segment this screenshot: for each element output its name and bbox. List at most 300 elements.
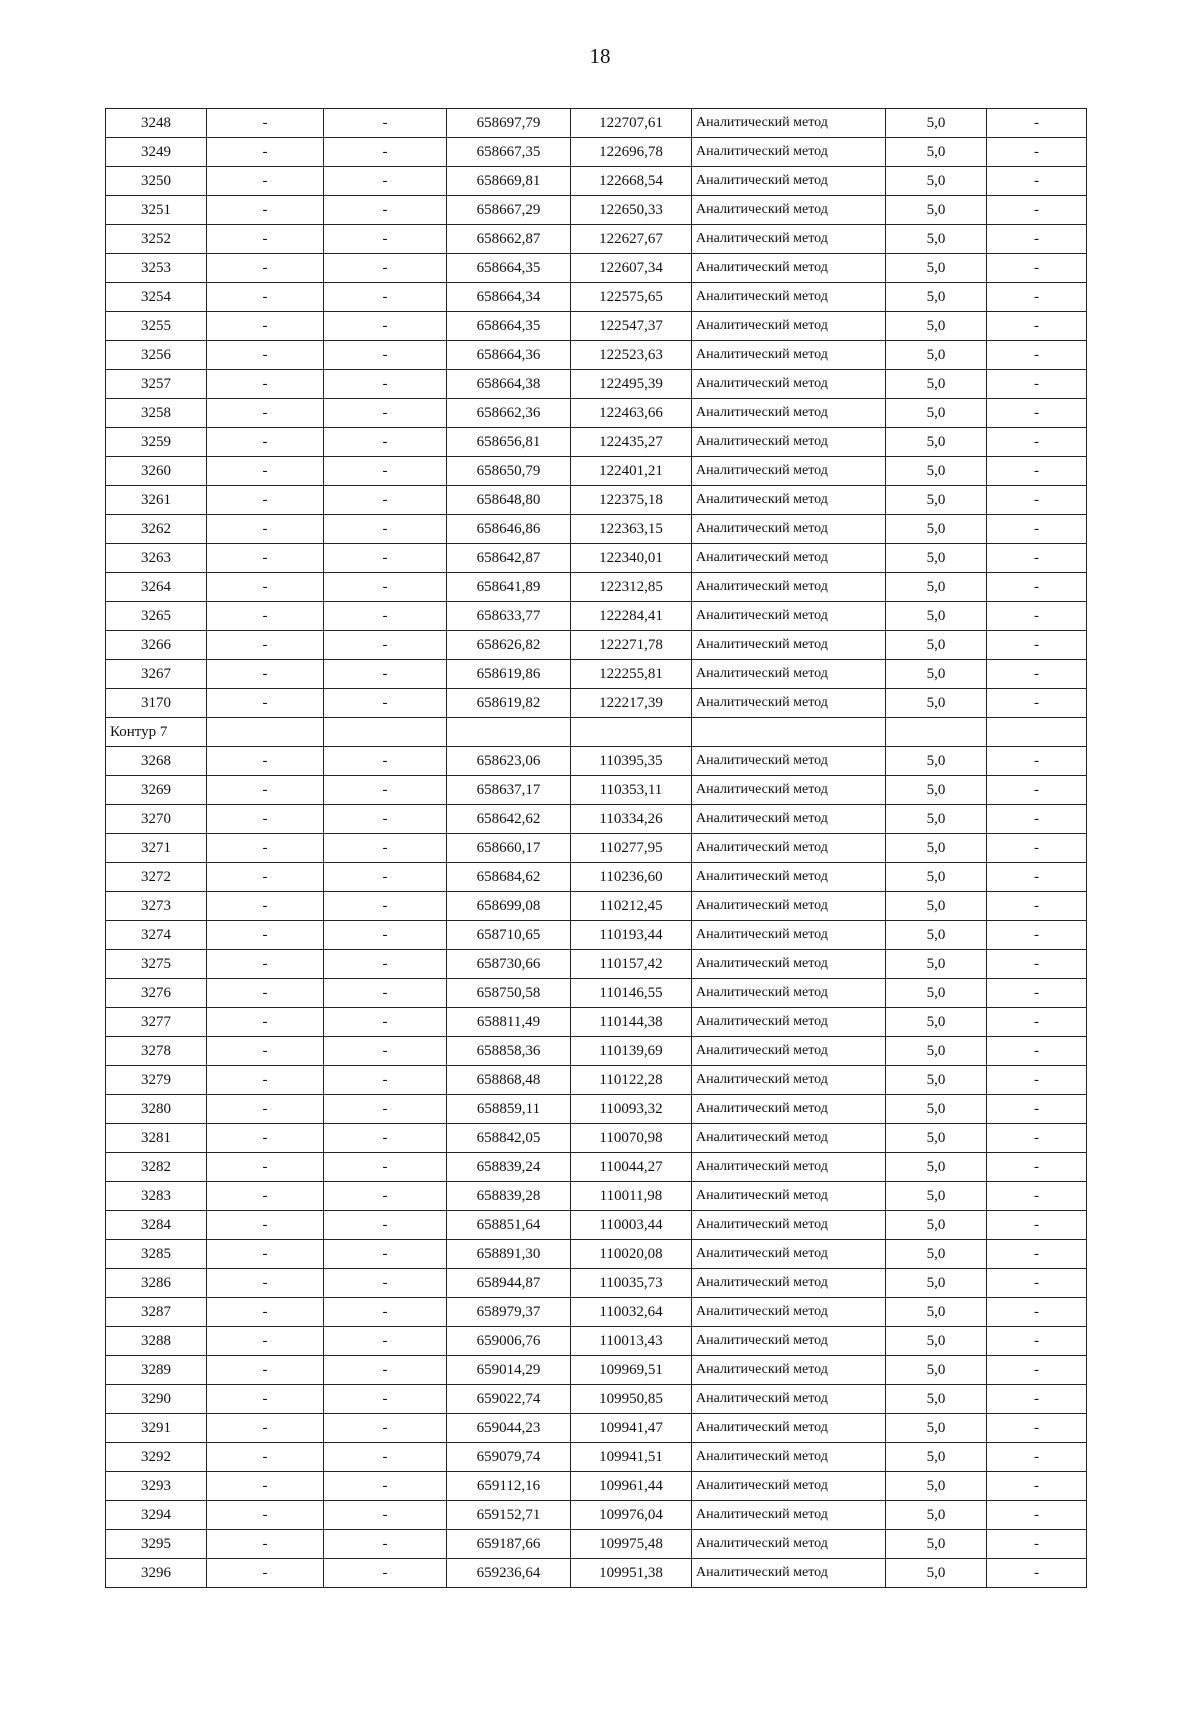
point-number-cell: 3292	[106, 1443, 207, 1472]
y-coordinate-cell: 110395,35	[571, 747, 692, 776]
x-coordinate-cell: 658642,87	[447, 544, 571, 573]
old-x-cell: -	[207, 979, 324, 1008]
y-coordinate-cell: 110139,69	[571, 1037, 692, 1066]
method-cell: Аналитический метод	[692, 457, 886, 486]
coordinates-table	[105, 108, 1087, 1588]
page-number: 18	[589, 44, 611, 68]
old-x-cell: -	[207, 1472, 324, 1501]
y-coordinate-cell: 122375,18	[571, 486, 692, 515]
description-cell: -	[987, 689, 1087, 718]
table-row	[106, 863, 1087, 892]
accuracy-cell: 5,0	[886, 1327, 987, 1356]
old-y-cell: -	[324, 1269, 447, 1298]
x-coordinate-cell: 659006,76	[447, 1327, 571, 1356]
old-y-cell: -	[324, 1327, 447, 1356]
accuracy-cell	[886, 718, 987, 747]
accuracy-cell: 5,0	[886, 776, 987, 805]
method-cell: Аналитический метод	[692, 515, 886, 544]
table-row	[106, 1037, 1087, 1066]
old-y-cell: -	[324, 486, 447, 515]
accuracy-cell: 5,0	[886, 805, 987, 834]
method-cell: Аналитический метод	[692, 1298, 886, 1327]
old-x-cell: -	[207, 602, 324, 631]
method-cell: Аналитический метод	[692, 1327, 886, 1356]
accuracy-cell: 5,0	[886, 341, 987, 370]
y-coordinate-cell: 109941,47	[571, 1414, 692, 1443]
table-row	[106, 312, 1087, 341]
old-x-cell: -	[207, 573, 324, 602]
description-cell: -	[987, 1037, 1087, 1066]
old-x-cell: -	[207, 283, 324, 312]
y-coordinate-cell: 109976,04	[571, 1501, 692, 1530]
method-cell: Аналитический метод	[692, 109, 886, 138]
accuracy-cell: 5,0	[886, 1356, 987, 1385]
old-x-cell: -	[207, 631, 324, 660]
y-coordinate-cell: 110193,44	[571, 921, 692, 950]
accuracy-cell: 5,0	[886, 1269, 987, 1298]
y-coordinate-cell: 122271,78	[571, 631, 692, 660]
description-cell: -	[987, 399, 1087, 428]
y-coordinate-cell: 109950,85	[571, 1385, 692, 1414]
y-coordinate-cell: 110003,44	[571, 1211, 692, 1240]
point-number-cell: 3277	[106, 1008, 207, 1037]
table-row	[106, 399, 1087, 428]
old-y-cell: -	[324, 428, 447, 457]
old-y-cell: -	[324, 979, 447, 1008]
description-cell: -	[987, 1327, 1087, 1356]
accuracy-cell: 5,0	[886, 283, 987, 312]
old-x-cell	[207, 718, 324, 747]
old-x-cell: -	[207, 1385, 324, 1414]
old-x-cell: -	[207, 1240, 324, 1269]
table-row	[106, 167, 1087, 196]
y-coordinate-cell: 110157,42	[571, 950, 692, 979]
accuracy-cell: 5,0	[886, 631, 987, 660]
point-number-cell: 3280	[106, 1095, 207, 1124]
table-row	[106, 892, 1087, 921]
old-x-cell: -	[207, 457, 324, 486]
description-cell: -	[987, 1501, 1087, 1530]
accuracy-cell: 5,0	[886, 1182, 987, 1211]
point-number-cell: 3248	[106, 109, 207, 138]
description-cell	[987, 718, 1087, 747]
method-cell: Аналитический метод	[692, 776, 886, 805]
x-coordinate-cell: 658623,06	[447, 747, 571, 776]
x-coordinate-cell: 658648,80	[447, 486, 571, 515]
x-coordinate-cell: 658868,48	[447, 1066, 571, 1095]
description-cell: -	[987, 1008, 1087, 1037]
table-row	[106, 1559, 1087, 1588]
table-row	[106, 1356, 1087, 1385]
method-cell: Аналитический метод	[692, 486, 886, 515]
old-x-cell: -	[207, 370, 324, 399]
point-number-cell: 3261	[106, 486, 207, 515]
description-cell: -	[987, 805, 1087, 834]
old-y-cell: -	[324, 544, 447, 573]
method-cell	[692, 718, 886, 747]
old-y-cell: -	[324, 1298, 447, 1327]
description-cell: -	[987, 370, 1087, 399]
description-cell: -	[987, 138, 1087, 167]
table-row	[106, 950, 1087, 979]
old-x-cell: -	[207, 1182, 324, 1211]
point-number-cell: 3263	[106, 544, 207, 573]
old-x-cell: -	[207, 1443, 324, 1472]
x-coordinate-cell	[447, 718, 571, 747]
old-y-cell: -	[324, 1530, 447, 1559]
y-coordinate-cell: 122363,15	[571, 515, 692, 544]
method-cell: Аналитический метод	[692, 1124, 886, 1153]
method-cell: Аналитический метод	[692, 921, 886, 950]
point-number-cell: 3275	[106, 950, 207, 979]
description-cell: -	[987, 834, 1087, 863]
old-x-cell: -	[207, 1327, 324, 1356]
description-cell: -	[987, 428, 1087, 457]
point-number-cell: 3249	[106, 138, 207, 167]
table-row	[106, 1211, 1087, 1240]
x-coordinate-cell: 658642,62	[447, 805, 571, 834]
description-cell: -	[987, 1530, 1087, 1559]
description-cell: -	[987, 341, 1087, 370]
method-cell: Аналитический метод	[692, 1095, 886, 1124]
old-x-cell: -	[207, 921, 324, 950]
point-number-cell: 3285	[106, 1240, 207, 1269]
method-cell: Аналитический метод	[692, 167, 886, 196]
old-x-cell: -	[207, 515, 324, 544]
x-coordinate-cell: 658944,87	[447, 1269, 571, 1298]
method-cell: Аналитический метод	[692, 1037, 886, 1066]
section-header-row	[106, 718, 1087, 747]
old-y-cell: -	[324, 254, 447, 283]
old-x-cell: -	[207, 254, 324, 283]
old-y-cell: -	[324, 515, 447, 544]
table-row	[106, 341, 1087, 370]
table-row	[106, 1240, 1087, 1269]
method-cell: Аналитический метод	[692, 428, 886, 457]
accuracy-cell: 5,0	[886, 1443, 987, 1472]
table-row	[106, 138, 1087, 167]
description-cell: -	[987, 486, 1087, 515]
old-y-cell: -	[324, 1559, 447, 1588]
old-y-cell: -	[324, 1501, 447, 1530]
table-row	[106, 1182, 1087, 1211]
point-number-cell: 3279	[106, 1066, 207, 1095]
method-cell: Аналитический метод	[692, 1385, 886, 1414]
method-cell: Аналитический метод	[692, 573, 886, 602]
old-x-cell: -	[207, 834, 324, 863]
old-x-cell: -	[207, 747, 324, 776]
x-coordinate-cell: 659112,16	[447, 1472, 571, 1501]
old-x-cell: -	[207, 225, 324, 254]
x-coordinate-cell: 658684,62	[447, 863, 571, 892]
table-row	[106, 805, 1087, 834]
y-coordinate-cell: 110044,27	[571, 1153, 692, 1182]
y-coordinate-cell: 122495,39	[571, 370, 692, 399]
old-x-cell: -	[207, 1356, 324, 1385]
y-coordinate-cell: 110277,95	[571, 834, 692, 863]
table-row	[106, 515, 1087, 544]
description-cell: -	[987, 515, 1087, 544]
y-coordinate-cell	[571, 718, 692, 747]
description-cell: -	[987, 950, 1087, 979]
table-row	[106, 631, 1087, 660]
table-row	[106, 254, 1087, 283]
old-x-cell: -	[207, 1124, 324, 1153]
method-cell: Аналитический метод	[692, 1153, 886, 1182]
accuracy-cell: 5,0	[886, 225, 987, 254]
description-cell: -	[987, 457, 1087, 486]
x-coordinate-cell: 659079,74	[447, 1443, 571, 1472]
accuracy-cell: 5,0	[886, 573, 987, 602]
description-cell: -	[987, 225, 1087, 254]
accuracy-cell: 5,0	[886, 399, 987, 428]
table-row	[106, 776, 1087, 805]
accuracy-cell: 5,0	[886, 834, 987, 863]
accuracy-cell: 5,0	[886, 1414, 987, 1443]
old-x-cell: -	[207, 341, 324, 370]
x-coordinate-cell: 658664,38	[447, 370, 571, 399]
method-cell: Аналитический метод	[692, 1559, 886, 1588]
y-coordinate-cell: 109941,51	[571, 1443, 692, 1472]
point-number-cell: 3283	[106, 1182, 207, 1211]
point-number-cell: 3255	[106, 312, 207, 341]
y-coordinate-cell: 122255,81	[571, 660, 692, 689]
y-coordinate-cell: 110032,64	[571, 1298, 692, 1327]
old-y-cell: -	[324, 1414, 447, 1443]
description-cell: -	[987, 979, 1087, 1008]
point-number-cell: 3266	[106, 631, 207, 660]
description-cell: -	[987, 1269, 1087, 1298]
method-cell: Аналитический метод	[692, 1008, 886, 1037]
point-number-cell: 3256	[106, 341, 207, 370]
point-number-cell: 3289	[106, 1356, 207, 1385]
old-x-cell: -	[207, 399, 324, 428]
method-cell: Аналитический метод	[692, 979, 886, 1008]
description-cell: -	[987, 1443, 1087, 1472]
table-row	[106, 486, 1087, 515]
description-cell: -	[987, 921, 1087, 950]
y-coordinate-cell: 110353,11	[571, 776, 692, 805]
old-x-cell: -	[207, 486, 324, 515]
point-number-cell: 3288	[106, 1327, 207, 1356]
table-row	[106, 1269, 1087, 1298]
y-coordinate-cell: 110236,60	[571, 863, 692, 892]
point-number-cell: 3267	[106, 660, 207, 689]
table-row	[106, 1298, 1087, 1327]
old-x-cell: -	[207, 1269, 324, 1298]
point-number-cell: 3274	[106, 921, 207, 950]
point-number-cell: 3262	[106, 515, 207, 544]
x-coordinate-cell: 658633,77	[447, 602, 571, 631]
method-cell: Аналитический метод	[692, 834, 886, 863]
method-cell: Аналитический метод	[692, 805, 886, 834]
accuracy-cell: 5,0	[886, 660, 987, 689]
y-coordinate-cell: 122435,27	[571, 428, 692, 457]
description-cell: -	[987, 196, 1087, 225]
table-row	[106, 225, 1087, 254]
table-row	[106, 1530, 1087, 1559]
point-number-cell: 3294	[106, 1501, 207, 1530]
method-cell: Аналитический метод	[692, 631, 886, 660]
x-coordinate-cell: 658839,28	[447, 1182, 571, 1211]
y-coordinate-cell: 109951,38	[571, 1559, 692, 1588]
old-x-cell: -	[207, 1008, 324, 1037]
description-cell: -	[987, 602, 1087, 631]
table-row	[106, 1124, 1087, 1153]
point-number-cell: 3270	[106, 805, 207, 834]
old-y-cell: -	[324, 1153, 447, 1182]
old-y-cell: -	[324, 1472, 447, 1501]
old-y-cell: -	[324, 341, 447, 370]
table-row	[106, 1385, 1087, 1414]
method-cell: Аналитический метод	[692, 138, 886, 167]
method-cell: Аналитический метод	[692, 1269, 886, 1298]
method-cell: Аналитический метод	[692, 1356, 886, 1385]
accuracy-cell: 5,0	[886, 1530, 987, 1559]
accuracy-cell: 5,0	[886, 921, 987, 950]
accuracy-cell: 5,0	[886, 544, 987, 573]
old-y-cell: -	[324, 573, 447, 602]
point-number-cell: 3293	[106, 1472, 207, 1501]
table-row	[106, 979, 1087, 1008]
table-row	[106, 1008, 1087, 1037]
accuracy-cell: 5,0	[886, 138, 987, 167]
y-coordinate-cell: 122650,33	[571, 196, 692, 225]
point-number-cell: 3278	[106, 1037, 207, 1066]
table-row	[106, 1472, 1087, 1501]
method-cell: Аналитический метод	[692, 950, 886, 979]
accuracy-cell: 5,0	[886, 1501, 987, 1530]
old-x-cell: -	[207, 544, 324, 573]
x-coordinate-cell: 658619,82	[447, 689, 571, 718]
description-cell: -	[987, 544, 1087, 573]
old-x-cell: -	[207, 1501, 324, 1530]
description-cell: -	[987, 283, 1087, 312]
point-number-cell: 3290	[106, 1385, 207, 1414]
point-number-cell: 3276	[106, 979, 207, 1008]
description-cell: -	[987, 1182, 1087, 1211]
table-row	[106, 834, 1087, 863]
old-y-cell: -	[324, 167, 447, 196]
table-row	[106, 1501, 1087, 1530]
description-cell: -	[987, 312, 1087, 341]
point-number-cell: 3281	[106, 1124, 207, 1153]
y-coordinate-cell: 122312,85	[571, 573, 692, 602]
old-y-cell: -	[324, 863, 447, 892]
old-y-cell: -	[324, 109, 447, 138]
y-coordinate-cell: 122575,65	[571, 283, 692, 312]
y-coordinate-cell: 122523,63	[571, 341, 692, 370]
point-number-cell: 3250	[106, 167, 207, 196]
y-coordinate-cell: 110013,43	[571, 1327, 692, 1356]
method-cell: Аналитический метод	[692, 892, 886, 921]
method-cell: Аналитический метод	[692, 1066, 886, 1095]
y-coordinate-cell: 110011,98	[571, 1182, 692, 1211]
accuracy-cell: 5,0	[886, 167, 987, 196]
y-coordinate-cell: 109975,48	[571, 1530, 692, 1559]
old-x-cell: -	[207, 1153, 324, 1182]
table-row	[106, 428, 1087, 457]
x-coordinate-cell: 658730,66	[447, 950, 571, 979]
y-coordinate-cell: 110212,45	[571, 892, 692, 921]
old-x-cell: -	[207, 1037, 324, 1066]
old-x-cell: -	[207, 428, 324, 457]
description-cell: -	[987, 254, 1087, 283]
accuracy-cell: 5,0	[886, 1124, 987, 1153]
table-row	[106, 660, 1087, 689]
point-number-cell: 3272	[106, 863, 207, 892]
old-y-cell: -	[324, 602, 447, 631]
y-coordinate-cell: 122696,78	[571, 138, 692, 167]
method-cell: Аналитический метод	[692, 689, 886, 718]
y-coordinate-cell: 110122,28	[571, 1066, 692, 1095]
x-coordinate-cell: 658669,81	[447, 167, 571, 196]
y-coordinate-cell: 122463,66	[571, 399, 692, 428]
accuracy-cell: 5,0	[886, 312, 987, 341]
old-y-cell: -	[324, 1066, 447, 1095]
point-number-cell: 3253	[106, 254, 207, 283]
description-cell: -	[987, 573, 1087, 602]
old-x-cell: -	[207, 950, 324, 979]
old-y-cell: -	[324, 283, 447, 312]
point-number-cell: 3268	[106, 747, 207, 776]
accuracy-cell: 5,0	[886, 747, 987, 776]
x-coordinate-cell: 659044,23	[447, 1414, 571, 1443]
x-coordinate-cell: 658891,30	[447, 1240, 571, 1269]
accuracy-cell: 5,0	[886, 1240, 987, 1269]
y-coordinate-cell: 122668,54	[571, 167, 692, 196]
method-cell: Аналитический метод	[692, 660, 886, 689]
accuracy-cell: 5,0	[886, 109, 987, 138]
table-row	[106, 1153, 1087, 1182]
old-x-cell: -	[207, 805, 324, 834]
table-row	[106, 1066, 1087, 1095]
table-row	[106, 689, 1087, 718]
accuracy-cell: 5,0	[886, 1095, 987, 1124]
old-y-cell: -	[324, 1385, 447, 1414]
accuracy-cell: 5,0	[886, 515, 987, 544]
y-coordinate-cell: 122547,37	[571, 312, 692, 341]
method-cell: Аналитический метод	[692, 602, 886, 631]
old-y-cell: -	[324, 1124, 447, 1153]
method-cell: Аналитический метод	[692, 1443, 886, 1472]
x-coordinate-cell: 658811,49	[447, 1008, 571, 1037]
old-y-cell: -	[324, 1211, 447, 1240]
method-cell: Аналитический метод	[692, 747, 886, 776]
x-coordinate-cell: 659022,74	[447, 1385, 571, 1414]
method-cell: Аналитический метод	[692, 312, 886, 341]
accuracy-cell: 5,0	[886, 863, 987, 892]
x-coordinate-cell: 658646,86	[447, 515, 571, 544]
x-coordinate-cell: 658697,79	[447, 109, 571, 138]
method-cell: Аналитический метод	[692, 283, 886, 312]
table-row	[106, 602, 1087, 631]
old-x-cell: -	[207, 1414, 324, 1443]
old-y-cell: -	[324, 776, 447, 805]
table-row	[106, 1327, 1087, 1356]
description-cell: -	[987, 1124, 1087, 1153]
point-number-cell: 3252	[106, 225, 207, 254]
table-row	[106, 109, 1087, 138]
description-cell: -	[987, 1414, 1087, 1443]
description-cell: -	[987, 1066, 1087, 1095]
accuracy-cell: 5,0	[886, 1472, 987, 1501]
x-coordinate-cell: 658660,17	[447, 834, 571, 863]
x-coordinate-cell: 659014,29	[447, 1356, 571, 1385]
table-row	[106, 196, 1087, 225]
accuracy-cell: 5,0	[886, 950, 987, 979]
old-x-cell: -	[207, 660, 324, 689]
